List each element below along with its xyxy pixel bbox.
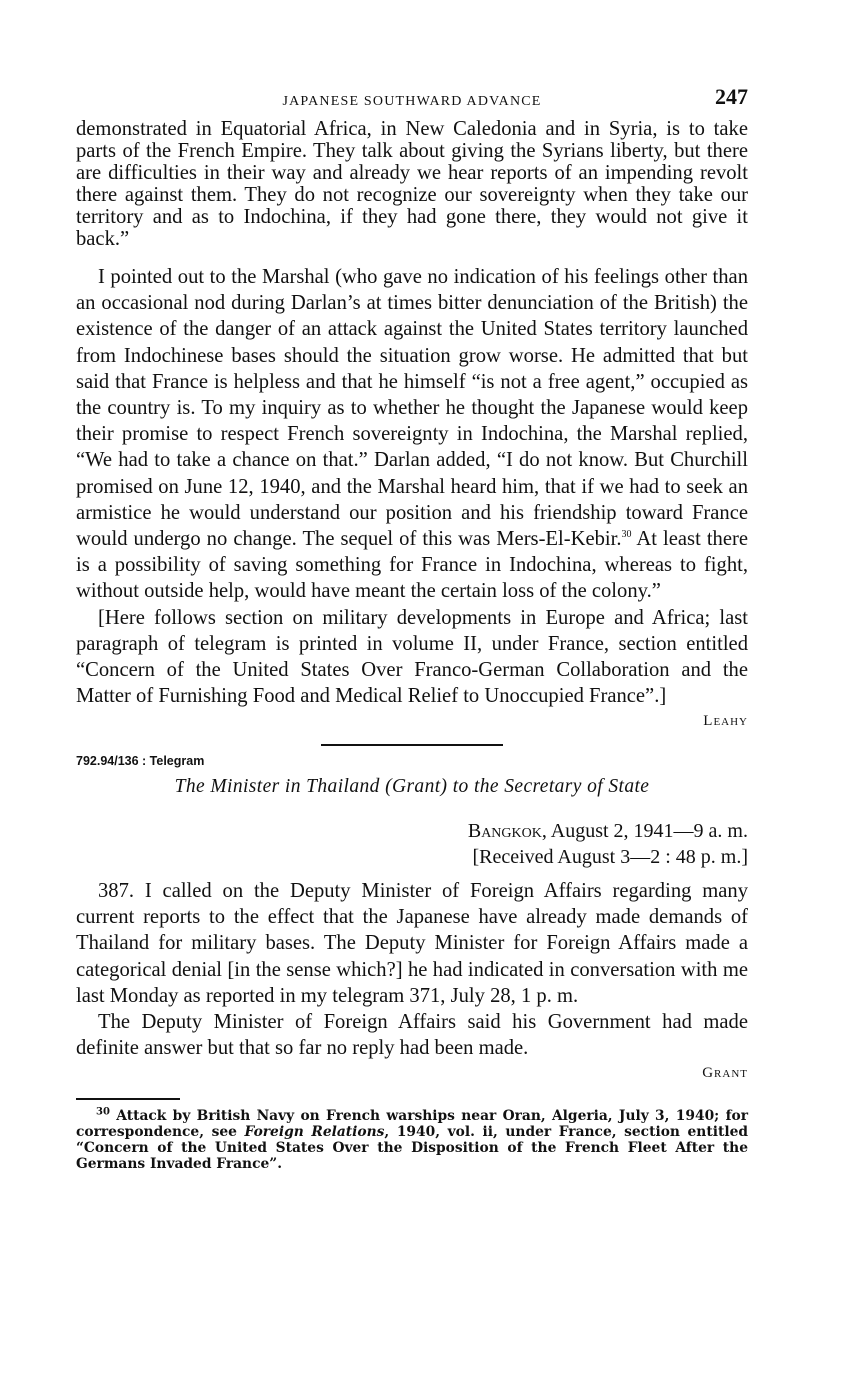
footnote <box>76 1108 748 1172</box>
signature-grant: Grant <box>702 1065 748 1082</box>
footnote-divider <box>76 1098 180 1100</box>
footnote-publication-title: Foreign Relations <box>244 1123 385 1140</box>
dateline-sent <box>76 818 748 844</box>
page <box>76 84 748 1172</box>
marshal-text-before-note: I pointed out to the Marshal (who gave no indication of his feelings other than an occasional nod during Darlan’s at times bitter denunciation of the British) the existence of the danger of an attack against the United States territory launched from Indochinese bases should the situation grow worse. He admitted that but said that France is helpless and that he himself “is not a free agent,” occupied as the country is. To my inquiry as to whether he thought the Japanese would keep their promise to respect French sovereignty in Indochina, the Marshal replied, “We had to take a chance on that.” Darlan added, “I do not know. But Churchill promised on June 12, 1940, and the Marshal heard him, that if we had to seek an armistice he would understand our position and his friendship toward France would undergo no change. The sequel of this was Mers-El-Kebir. <box>76 266 748 551</box>
marshal-text-after-note: At least there is a possibility of saving something for France in Indochina, whereas to fight, without outside help, would have meant the certain loss of the colony.” <box>76 528 748 603</box>
page-header <box>76 84 748 116</box>
footnote-text-a: Attack by British Navy on French warships near Oran, Algeria, July 3, 1940; for correspondence, see <box>76 1107 748 1140</box>
telegram-paragraph-387: 387. I called on the Deputy Minister of Foreign Affairs regarding many current reports to the effect that the Japanese have already made demands of Thailand for military bases. The Deputy Minister for Foreign Affairs made a categorical denial [in the sense which?] he had indicated in conversation with me last Monday as reported in my telegram 371, July 28, 1 p. m. <box>76 879 748 1007</box>
document-title: The Minister in Thailand (Grant) to the Secretary of State <box>174 775 650 797</box>
telegram-paragraph-reply: The Deputy Minister of Foreign Affairs said his Government had made definite answer but that so far no reply had been made. <box>76 1010 748 1060</box>
section-divider <box>321 744 503 746</box>
editorial-note: [Here follows section on military developments in Europe and Africa; last paragraph of telegram is printed in volume II, under France, section entitled “Concern of the United States Over Franco-German Collaboration and the Matter of Furnishing Food and Medical Relief to Unoccupied France”.] <box>76 606 748 708</box>
dateline-received: [Received August 3—2 : 48 p. m.] <box>472 845 748 868</box>
file-reference: 792.94/136 : Telegram <box>76 753 205 768</box>
marshal-paragraph <box>76 264 748 605</box>
running-head: JAPANESE SOUTHWARD ADVANCE <box>282 94 542 109</box>
footnote-text-b: , 1940, vol. ii, under France, section entitled “Concern of the United States Over the Disposition of the French Fleet After the Germans Invaded France”. <box>76 1123 748 1172</box>
page-number: 247 <box>715 84 748 109</box>
dateline <box>76 818 748 870</box>
footnote-number: 30 <box>96 1106 110 1118</box>
dateline-place: Bangkok, <box>467 819 547 842</box>
signature-leahy: Leahy <box>703 713 748 730</box>
dateline-sent-date: August 2, 1941—9 a. m. <box>546 819 748 842</box>
footnote-reference: 30 <box>621 529 632 541</box>
continuation-paragraph: demonstrated in Equatorial Africa, in New Caledonia and in Syria, is to take parts of the French Empire. They talk about giving the Syrians liberty, but there are difficulties in their way and already we hear reports of an impending revolt there against them. They do not recognize our sovereignty when they take our territory and as to Indochina, if they had gone there, they would not give it back.” <box>76 118 748 250</box>
